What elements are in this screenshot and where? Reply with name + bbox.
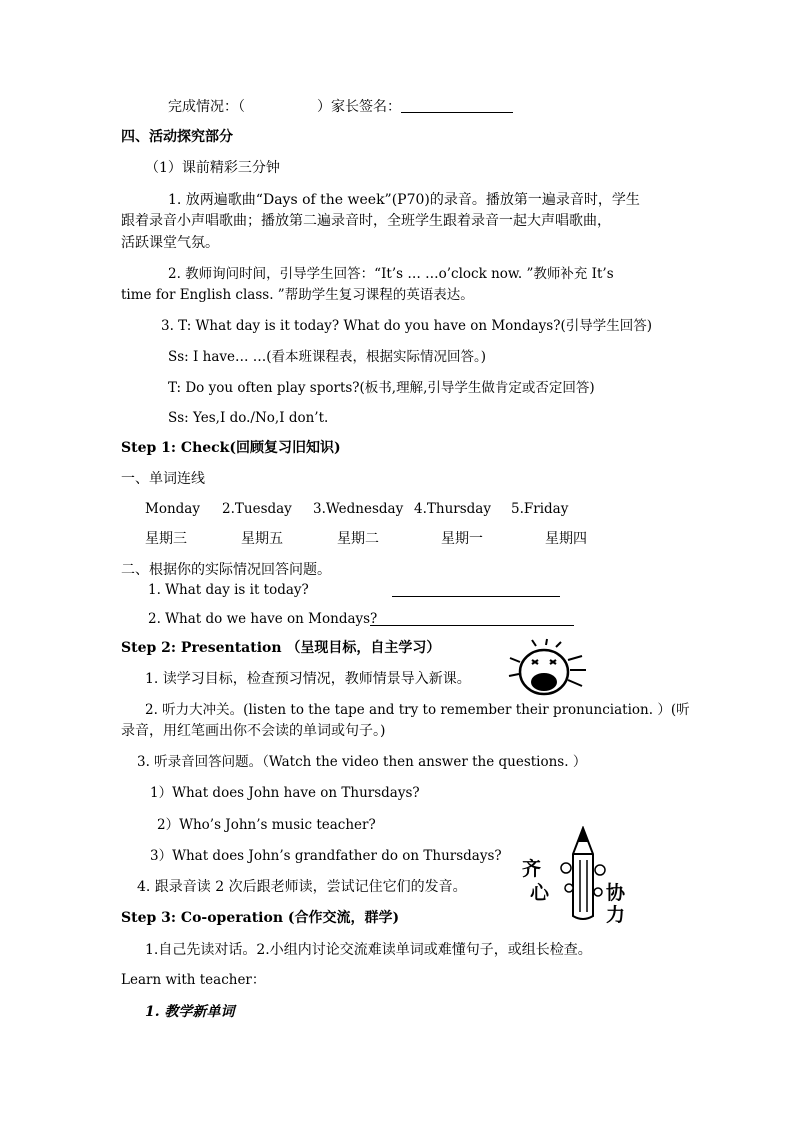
- listening-question: 1）What does John have on Thursdays?: [150, 785, 420, 801]
- clipart-char: 心: [530, 882, 550, 904]
- teamwork-pencil-clipart: [522, 826, 662, 926]
- step2-title: Step 2: Presentation （呈现目标，自主学习）: [121, 640, 441, 656]
- cn-day-item: 星期五: [241, 531, 283, 547]
- pre-item1-line2: 跟着录音小声唱歌曲；播放第二遍录音时，全班学生跟着录音一起大声唱歌曲，: [121, 213, 611, 229]
- crying-face-clipart: [506, 638, 588, 700]
- step2-item3: 3. 听录音回答问题。（Watch the video then answer the questions. ）: [137, 754, 587, 770]
- pre-item3-teacher2: T: Do you often play sports?(板书,理解,引导学生做肯定或否定回答): [168, 380, 595, 396]
- pre-item1-line3: 活跃课堂气氛。: [121, 235, 219, 251]
- pre-item3-students2: Ss: Yes,I do./No,I don’t.: [168, 410, 329, 426]
- listening-question: 2）Who’s John’s music teacher?: [157, 817, 376, 833]
- listening-question: 3）What does John’s grandfather do on Thursdays?: [150, 848, 502, 864]
- pre-item2-line1: 2. 教师询问时间，引导学生回答：“It’s … …o’clock now. ”教师补充 It’s: [168, 266, 614, 282]
- clipart-char: 齐: [522, 858, 542, 880]
- pre-item2-line2: time for English class. ”帮助学生复习课程的英语表达。: [121, 287, 474, 303]
- cn-day-item: 星期三: [145, 531, 187, 547]
- step3-title: Step 3: Co-operation (合作交流，群学): [121, 910, 400, 926]
- question-2: [148, 609, 377, 629]
- word-item: Monday: [145, 501, 200, 517]
- cn-day-item: 星期四: [545, 531, 587, 547]
- step1-part2: 二、根据你的实际情况回答问题。: [121, 562, 331, 578]
- answer-blank-2[interactable]: [370, 611, 574, 626]
- step2-item2-line2: 录音，用红笔画出你不会读的单词或句子。): [121, 723, 386, 739]
- question-1: [148, 580, 309, 600]
- section-heading: 四、活动探究部分: [121, 129, 233, 145]
- completion-label: 完成情况：（: [168, 99, 245, 115]
- learn-with-teacher: Learn with teacher：: [121, 972, 266, 988]
- cn-day-item: 星期二: [337, 531, 379, 547]
- parent-signature-blank[interactable]: [401, 98, 513, 113]
- step2-item1: 1. 读学习目标，检查预习情况，教师情景导入新课。: [145, 671, 471, 687]
- pre-class-title: （1）课前精彩三分钟: [145, 160, 280, 176]
- pencil-icon: [560, 826, 606, 922]
- question-2-text: 2. What do we have on Mondays?: [148, 611, 378, 627]
- word-item: 3.Wednesday: [313, 501, 404, 517]
- step1-part1: 一、单词连线: [121, 471, 205, 487]
- question-1-text: 1. What day is it today?: [148, 582, 309, 598]
- completion-close: ）家长签名：: [317, 99, 401, 115]
- word-item: 5.Friday: [511, 501, 569, 517]
- clipart-char: 协: [606, 882, 626, 904]
- step1-title: Step 1: Check(回顾复习旧知识): [121, 440, 341, 456]
- pre-item3-students1: Ss: I have… …(看本班课程表，根据实际情况回答。): [168, 349, 487, 365]
- step2-item2-line1: 2. 听力大冲关。(listen to the tape and try to remember their pronunciation. ）(听: [145, 702, 690, 718]
- word-item: 4.Thursday: [414, 501, 491, 517]
- step2-item4: 4. 跟录音读 2 次后跟老师读，尝试记住它们的发音。: [137, 879, 467, 895]
- sub-heading-new-words: 1. 教学新单词: [145, 1004, 235, 1020]
- clipart-char: 力: [606, 904, 626, 926]
- word-item: 2.Tuesday: [222, 501, 292, 517]
- answer-blank-1[interactable]: [392, 582, 560, 597]
- cn-day-item: 星期一: [441, 531, 483, 547]
- completion-line: [168, 97, 513, 117]
- pre-item3-teacher1: 3. T: What day is it today? What do you have on Mondays?(引导学生回答): [161, 318, 653, 334]
- step3-line1: 1.自己先读对话。2.小组内讨论交流难读单词或难懂句子，或组长检查。: [145, 942, 592, 958]
- pre-item1-line1: 1. 放两遍歌曲“Days of the week”(P70)的录音。播放第一遍录音时，学生: [168, 192, 640, 208]
